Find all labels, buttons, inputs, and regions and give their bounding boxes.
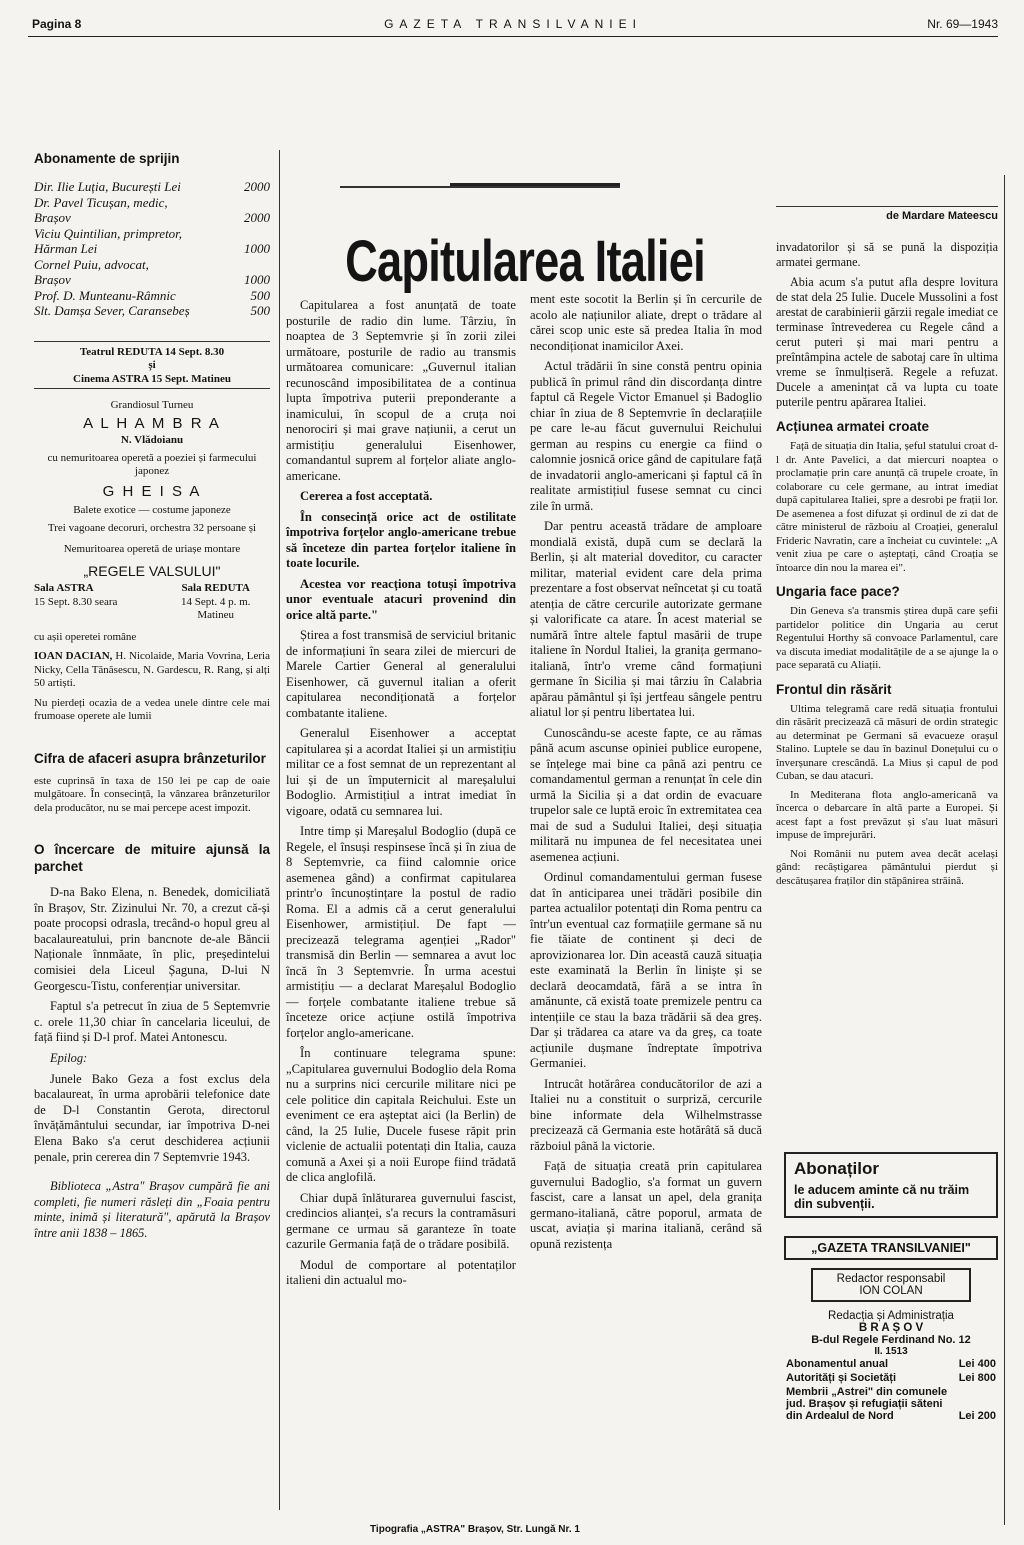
ungaria-heading: Ungaria face pace? [776, 584, 900, 599]
abonatilor-text: le aducem aminte că nu trăim din subvenții. [794, 1183, 970, 1211]
article-paragraph: Acestea vor reacționa totuși împotriva unor eventuale atacuri provenind din orice altă parte." [286, 576, 516, 622]
year-line: II. 1513 [874, 1346, 908, 1357]
article-paragraph: Generalul Eisenhower a acceptat capitularea și a acordat Italiei și un armistițiu militar ce a fost semnat de un reprezentant al lui și de un împuternicit al mareșalului Bodoglio. Armistițiul a intrat imediat în vigoare, odată cu semnarea lui. [286, 726, 516, 818]
theatre-line: Teatrul REDUTA 14 Sept. 8.30 [79, 345, 225, 358]
frontul-text: Noi Românii nu putem avea decât același gând: recâștigarea pământului pierdut și descătușarea fraților din stăpânirea străină. [776, 847, 998, 887]
biblioteca-notice: Biblioteca „Astra" Brașov cumpără fie ani completi, fie numeri răsleți din „Foaia pentru minte, inimă și literatură", apărută la Brașov între anii 1838 – 1865. [34, 1179, 270, 1240]
regele-title: „REGELE VALSULUI" [83, 562, 221, 579]
croat-heading: Acțiunea armatei croate [776, 419, 930, 434]
printer-footer: Tipografia „ASTRA" Brașov, Str. Lungă Nr. 1 [370, 1524, 580, 1535]
article-paragraph: Cererea a fost acceptată. [300, 489, 433, 503]
article-column-2 [530, 292, 762, 1257]
mituire-paragraph: Faptul s'a petrecut în ziua de 5 Septemvrie c. orele 11,30 chiar în cancelaria liceului, de față fiind și D-l prof. Matei Antonescu. [34, 999, 270, 1045]
ballets-line: Balete exotice — costume japoneze [73, 504, 231, 516]
subscription-table [784, 1357, 998, 1423]
article-paragraph: În continuare telegrama spune: „Capitularea guvernului Bodoglio dela Roma nu a surprins nici cercurile militare nici pe cele politice din capitala Reichului. Este un eveniment ce era așteptat aici (la Berlin) de când, la 25 Iulie, Ducele fusese răpit prin viclenie de actualii potentați din Italia, cauza comună a Axei și a noii Europe fiind trădată de clica anglofilă. [286, 1046, 516, 1184]
editor-label: Redactor responsabil [836, 1273, 946, 1285]
mituire-paragraph: D-na Bako Elena, n. Benedek, domiciliată în Brașov, Str. Zizinului Nr. 70, a crezut că-și poate procopsi odrasla, trecând-o hopul greu al bacalaureatului, prin bancnote de-ale Băncii Naționale înnmăate, în plic, președintelui comisiei dela Liceul Șaguna, D-lui N Georgescu-Tistu, conferențiar universitar. [34, 885, 270, 993]
epilog-text: Junele Bako Geza a fost exclus dela bacalaureat, în urma aprobării telefonice date de D-l Constantin Gerota, directorul învățământului secundar, iar împotriva D-nei Elena Bako s'a cerut deschiderea acțiunii penale, prin cererea din 7 Septemvrie 1943. [34, 1071, 270, 1164]
donor-row: Dr. Pavel Ticușan, medic, [34, 194, 168, 210]
page-header [28, 12, 998, 37]
table-row: Abonamentul anual Lei 400 [786, 1358, 996, 1370]
and-word: și [148, 359, 156, 371]
page-number: Pagina 8 [32, 17, 82, 31]
operetta-desc: cu nemuritoarea operetă a poeziei și farmecului japonez [47, 451, 257, 477]
donor-row: Hărman Lei 1000 [34, 241, 270, 256]
venue-astra: Sala ASTRA [34, 582, 94, 594]
tour-label: Grandiosul Turneu [110, 399, 194, 411]
editor-name: ION COLAN [859, 1285, 923, 1297]
newspaper-title: GAZETA TRANSILVANIEI [384, 17, 642, 31]
donor-list [34, 179, 270, 319]
masthead-title: „GAZETA TRANSILVANIEI" [784, 1236, 998, 1260]
article-title: Capitularea Italiei [345, 229, 705, 294]
article-paragraph: invadatorilor și să se pună la dispoziția armatei germane. [776, 240, 998, 269]
table-row: Membrii „Astrei" din comunele jud. Brașov și refugiații săteni din Ardealul de Nord Lei 200 [786, 1386, 996, 1422]
column-divider [279, 150, 280, 1510]
aces-line: cu așii operetei române [34, 630, 137, 643]
gheisa-title: G H E I S A [102, 482, 202, 500]
donor-row: Viciu Quintilian, primpretor, [34, 225, 183, 241]
donor-row: Dir. Ilie Luția, București Lei 2000 [34, 179, 270, 194]
donor-row: Brașov 1000 [34, 272, 270, 287]
croat-text: Față de situația din Italia, șeful statului croat d-l dr. Ante Pavelici, a dat miercuri noaptea o proclamație prin care anunță că trupele croate, în colaborare cu cele germane, au intrat imediat după capitularea Italiei, spre a desrobi pe frații lor. De asemenea a fost difuzat și ordinul de zi dat de către ministerul de războiu al Croației, generalul Frideric Navratin, care a încheiat cu cuvintele: „A venit ziua pe care o așteptați, când Croația se întoarce din nou la marea ei". [776, 440, 998, 574]
frontul-heading: Frontul din răsărit [776, 681, 892, 697]
cifra-text: este cuprinsă în taxa de 150 lei pe cap de oaie mulgătoare. În consecință, la vânzarea brânzeturilor dela producător, nu se mai percepe acest impozit. [34, 774, 270, 814]
article-paragraph: Dar pentru această trădare de amploare mondială există, după cum se declară la Berlin, și alt material doveditor, cu caracter militar, material evident care dela prima prezentare a fost observat neîncetat și cu toată atenția de către cercurile autorizate germane și valorificate ca atare. În acest material se numără între altele faptul masării de trupe italiene în Nordul Italiei, la granița germano-italiană, într'o vreme când formațiuni germane în Sicilia și mai târziu în Calabria apărau pământul și își jertfeau sângele pentru aliatul lor și pentru libertatea lui. [530, 519, 762, 719]
wagons-line: Trei vagoane decoruri, orchestra 32 persoane și [47, 521, 257, 534]
donor-row: Prof. D. Munteanu-Râmnic 500 [34, 287, 270, 303]
cinema-line: Cinema ASTRA 15 Sept. Matineu [34, 373, 270, 390]
cifra-heading: Cifra de afaceri asupra brânzeturilor [34, 750, 266, 766]
left-column [34, 150, 270, 1246]
donor-row: Slt. Damșa Sever, Caransebeș 500 [34, 303, 270, 318]
dont-miss: Nu pierdeți ocazia de a vedea unele dintre cele mai frumoase operete ale lumii [34, 696, 270, 722]
article-paragraph: Ordinul comandamentului german fusese dat în anticiparea unei trădări posibile din partea actualilor potentați din Roma pentru ca într'un eventual caz formațiile germane să nu fie tăiate de continent și deci de aprovizionarea lor. Din această cauză situația este examinată la Berlin în liniște și se declară deocamdată, fără a se intra în amănunte, că există toate premizele pentru ca intențiile ce stau la baza trădării să dea greș. Dar și trădarea ca atare va da greș, ca toate acțiunile dușmane îndreptate împotriva Germaniei. [530, 870, 762, 1070]
article-paragraph: Știrea a fost transmisă de serviciul britanic de informațiuni în seara zilei de miercuri de Marele Cartier General al generalului Eisenhower, că guvernul italian a oferit capitularea necondiționată a forțelor combatante italiene. [286, 628, 516, 720]
table-row: Autorități și Societăți Lei 800 [786, 1372, 996, 1384]
venue-reduta: Sala REDUTA [181, 582, 250, 594]
article-paragraph: ment este socotit la Berlin și în cercurile de acolo ale națiunilor aliate, drept o trădare al cărei scop unic este să predea Italia în mod necondiționat inamicilor Axei. [530, 292, 762, 353]
article-paragraph: Chiar după înlăturarea guvernului fascist, credincios alianței, s'a recurs la contramăsuri germane ce urmau să garanteze în toate cazurile Germania față de o trădare posibilă. [286, 1190, 516, 1251]
alhambra-title: A L H A M B R A [83, 414, 221, 432]
issue-number: Nr. 69—1943 [927, 17, 998, 31]
donor-row: Cornel Puiu, advocat, [34, 256, 149, 272]
masthead-box [784, 1236, 998, 1423]
epilog-label: Epilog: [50, 1050, 88, 1065]
article-paragraph: Față de situația creată prin capitularea guvernului Badoglio, s'a format un guvern fascist, care a lansat un apel, dela granița germano-italiană, către poporul, armata de uscat, aviația și marina italiană, cerând să opună rezistența [530, 1159, 762, 1251]
article-paragraph: Capitularea a fost anunțată de toate posturile de radio din lume. Târziu, în noaptea de 3 Septemvrie și în zorii zilei următoare, posturile de radio au transmis următoarea comunicare: „Guvernul italian recunoscând imposibilitatea de a continua lupta împotriva puterii preponderante a inamicului, în scopul de a cruța noi nenorociri și mai grave națiunii, a cerut un armistițiu generalului Eisenhower, comandantul suprem al forțelor aliate anglo-americane. [286, 298, 516, 483]
article-paragraph: Actul trădării în sine constă pentru opinia publică în primul rând din discordanța dintre faptul că Regele Victor Emanuel și Badoglio chiar în ziua de 8 Septemvrie în declarațiile pe care le-au făcut guvernului Reichului german au respins cu energie ca fiind o calomnie josnică orice gând de capitulare față de invadatorii anglo-americani și faptul că în realitate armistițiul fusese semnat cu cinci zile în urmă. [530, 359, 762, 513]
column-divider [1004, 175, 1005, 1525]
city-line: B R A Ș O V [858, 1322, 924, 1334]
abonamente-heading: Abonamente de sprijin [34, 151, 180, 166]
abonatilor-box [784, 1152, 998, 1218]
article-paragraph: Cunoscându-se aceste fapte, ce au rămas până acum ascunse opiniei publice europene, se înțelege mai bine ca până azi pentru ce comandamentul german a renunțat în cele din urmă la Sicilia și a dat ordin de evacuare trupelor sale ce luptă eroic în extremitatea cea mai de sud a Sudului Italiei, deși situația militară nu impunea de fel necesitatea unei asemenea acțiuni. [530, 725, 762, 864]
byline: de Mardare Mateescu [776, 206, 998, 224]
mituire-heading: O încercare de mituire ajunsă la parchet [34, 842, 270, 874]
article-paragraph: Modul de comportare al potentaților italieni din actualul mo- [286, 1257, 516, 1287]
article-paragraph: Intrucât hotărârea conducătorilor de azi a Italiei nu a constituit o surpriză, cercurile bine informate dela Wilhelmstrasse precizează că Germania este hotărâtă să ducă războiul până la victorie. [530, 1076, 762, 1153]
venues [34, 582, 270, 623]
frontul-text: Ultima telegramă care redă situația frontului din răsărit precizează că măsuri de ordin strategic au determinat pe Germani să evacueze orașul Stalino. Luptele se dau în bazinul Donețului cu o înverșunare crescândă. La Mius și capul de pod Cuban, se dau atacuri. [776, 702, 998, 782]
theatre-ad [34, 341, 270, 724]
title-rule [340, 186, 620, 188]
right-column [776, 206, 998, 893]
frontul-text: In Mediterana flota anglo-americană va încerca o debarcare în altă parte a Europei. Și acest fapt a fost prevăzut și s'au luat măsuri impuse de împrejurări. [776, 788, 998, 841]
title-rule [450, 183, 620, 186]
ungaria-text: Din Geneva s'a transmis știrea după care șefii partidelor politice din Ungaria au cerut Regentului Horthy să convoace Parlamentul, care va discuta imediat modalitățile de a se ajunge la o pace separată cu Aliații. [776, 605, 998, 671]
director-name: N. Vlădoianu [120, 434, 184, 446]
article-paragraph: Abia acum s'a putut afla desp​re lovitura de stat dela 25 Iulie. Ducele Mussolini a fost arestat de carabinierii gărzii regale imediat ce terminase întrevederea cu Regele când a cerut puteri și mai mari pentru a preîntâmpina actele de sabotaj care în ultima vreme se înmulțiseră. Regele a refuzat. Ducele a amenințat că va lupta cu toate puterile pentru apărarea Italiei. [776, 275, 998, 409]
address-line: B-dul Regele Ferdinand No. 12 [811, 1334, 971, 1346]
cast-line: IOAN DACIAN, H. Nicolaide, Maria Vovrina, Leria Nicky, Cella Tănăsescu, N. Gardescu, R. Rang, și alți 50 artiști. [34, 650, 270, 689]
article-paragraph: În consecință orice act de ostilitate împotriva forțelor anglo-americane trebue să înceteze din partea forțelor italiene în toate locurile. [286, 509, 516, 570]
article-paragraph: Intre timp și Mareșalul Bodoglio (după ce Regele, el însuși respinsese încă și în ziua de 8 Septemvrie, ca fiind calomnie orice asemenea gând) a confirmat capitularea printr'o încunoștințare la postul de radio Roma. El a admis că a cerut generalului Eisenhower, armistițiul. De fapt — precizează telegrama agenției „Rador" transmisă din Berlin — semnarea a avut loc încă în 3 Septemvrie. În urma acestui armistițiu — a declarat Mareșalul Bodoglio — forțele combatante italiene trebue să înceteze orice acțiune ostilă împotriva forțelor anglo-americane. [286, 824, 516, 1040]
donor-row: Brașov 2000 [34, 210, 270, 225]
date-astra: 15 Sept. 8.30 seara [34, 595, 118, 608]
nemur-line: Nemuritoarea operetă de uriașe montare [63, 543, 241, 555]
article-column-1 [286, 298, 516, 1294]
date-reduta: 14 Sept. 4 p. m. Matineu [181, 595, 251, 621]
redactia-line: Redacția și Administrația [828, 1310, 954, 1322]
abonatilor-title: Abonaților [794, 1159, 879, 1178]
editor-box [811, 1268, 971, 1302]
